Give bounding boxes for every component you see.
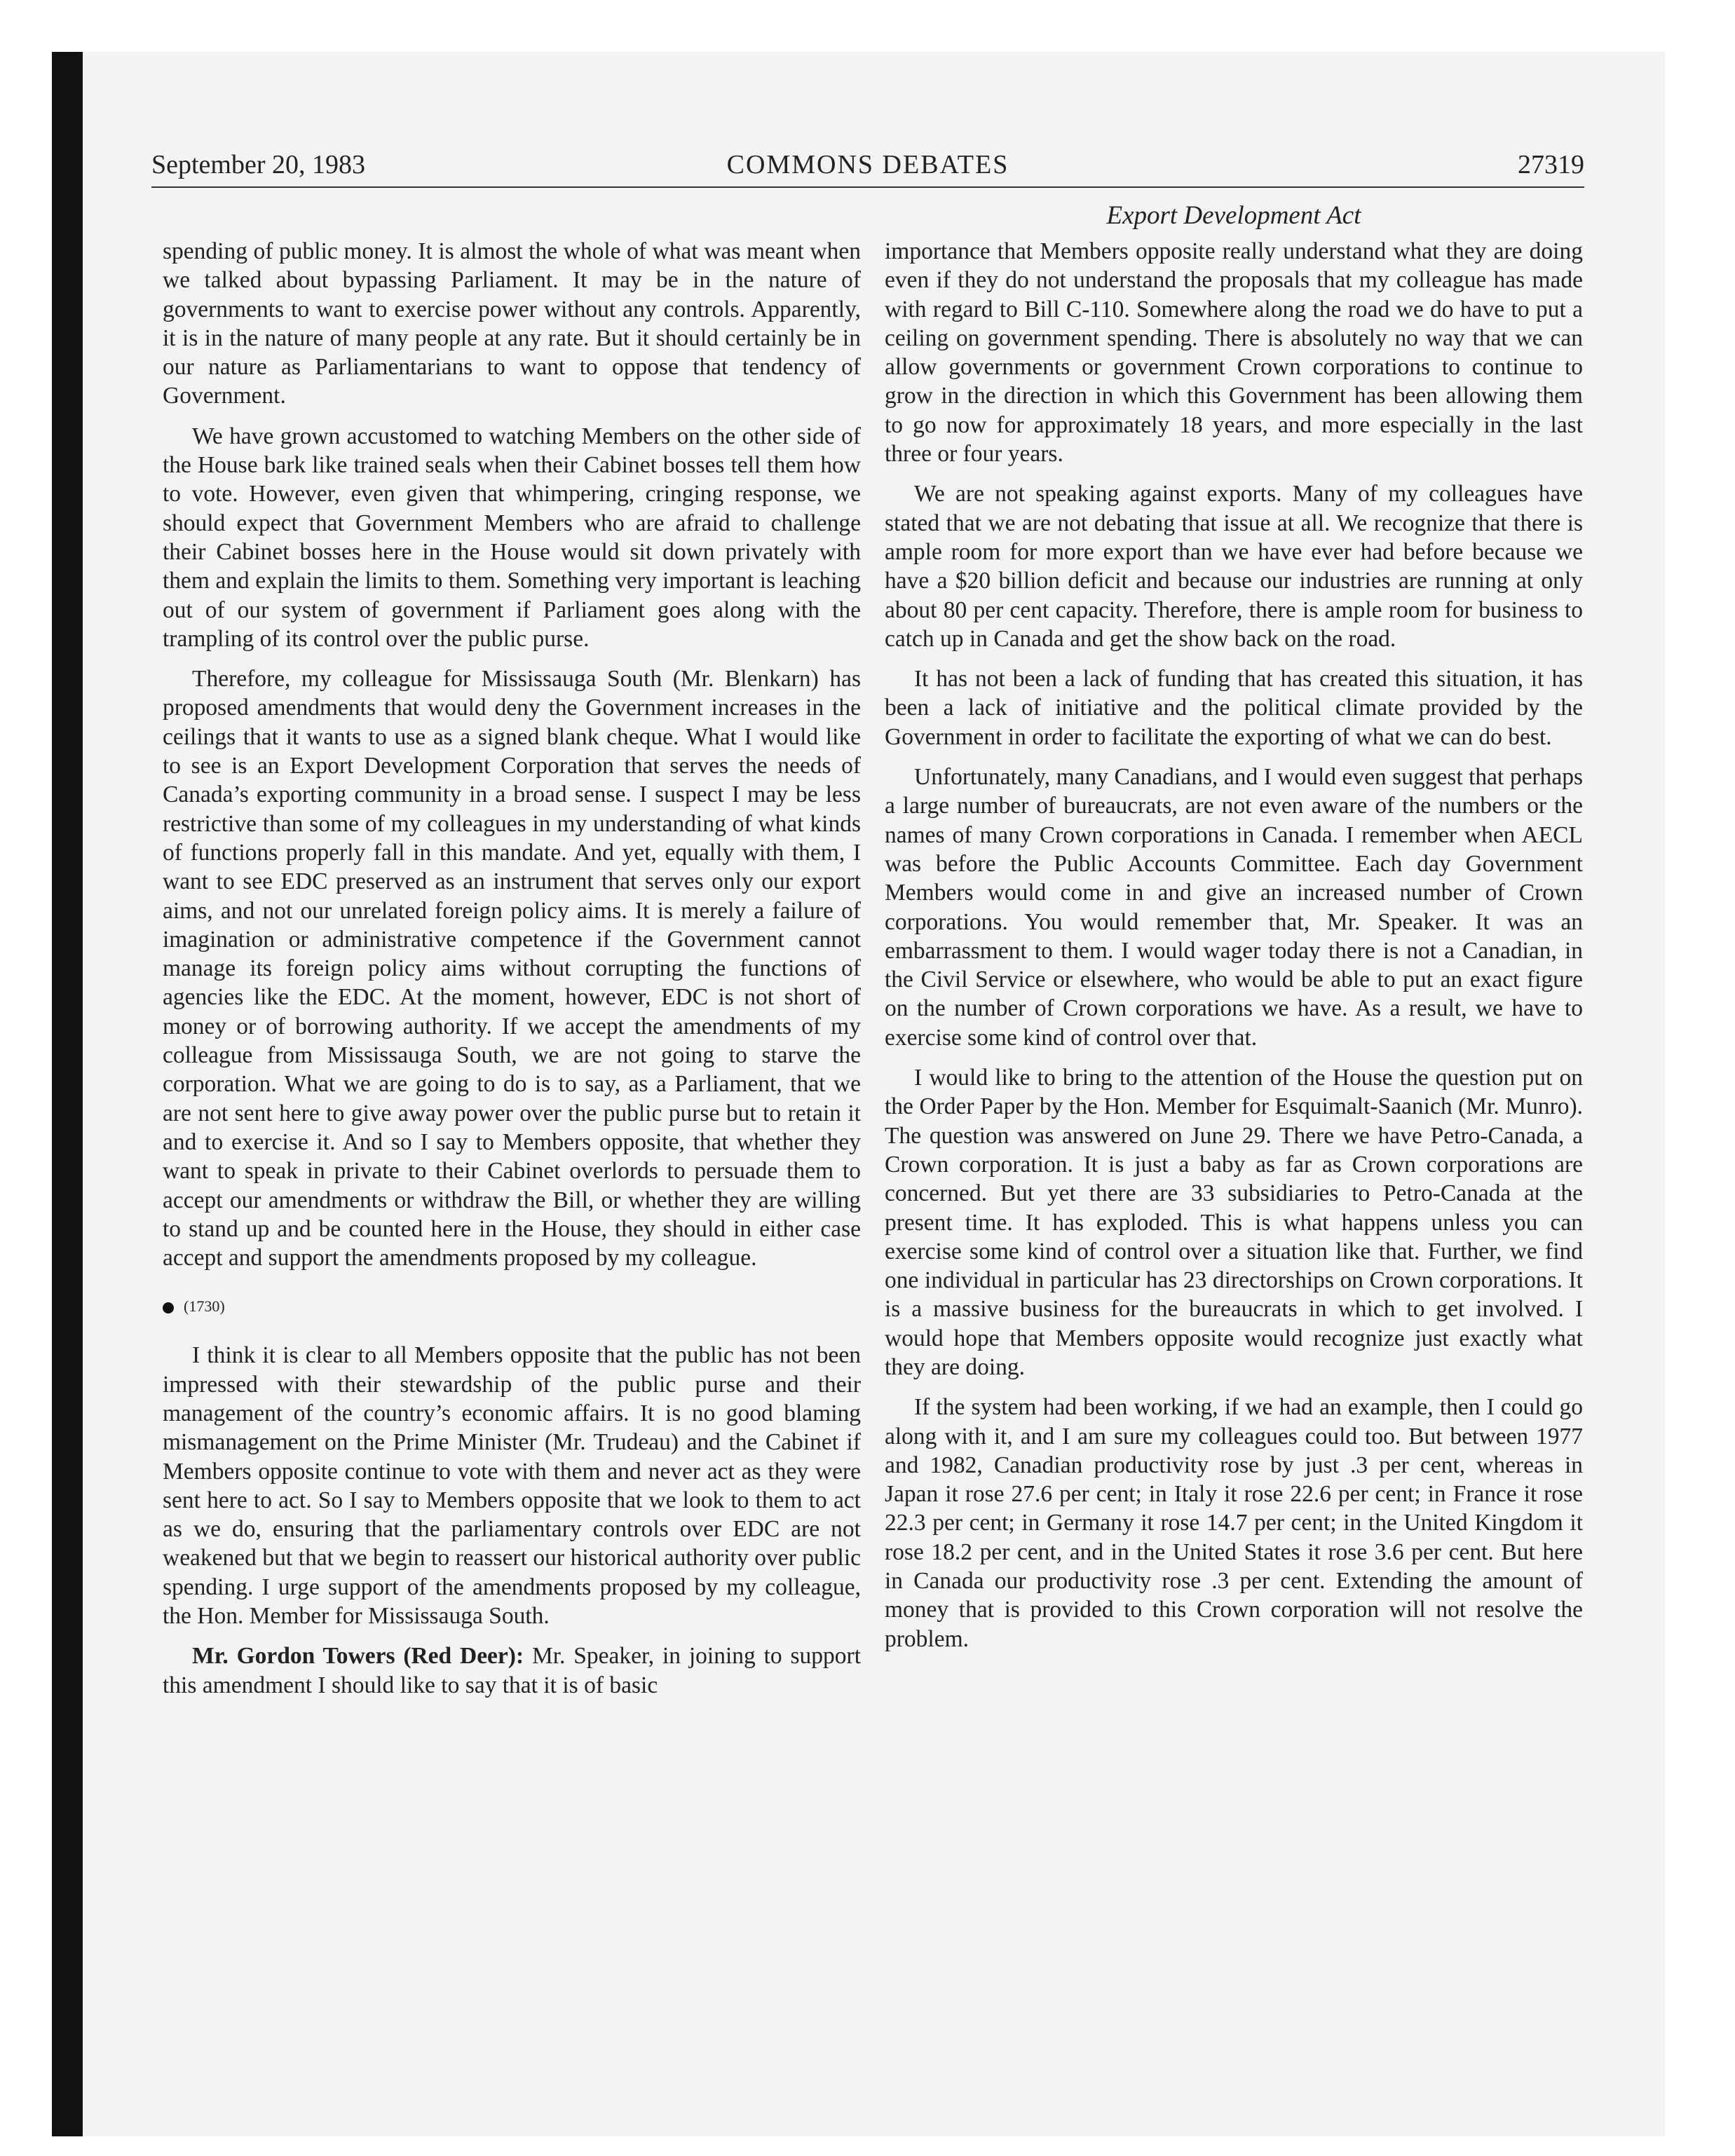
paragraph: spending of public money. It is almost the whole of what was meant when we talked about bypassing Parliament. It may be in the nature of governments to want to exercise power without any controls. Apparently, it is in the nature of many people at any rate. But it should certainly be in our nature as Parliamentarians to want to oppose that tendency of Government.: [163, 238, 861, 409]
paragraph: Unfortunately, many Canadians, and I would even suggest that perhaps a large number of bureaucrats, are not even aware of the numbers or the names of many Crown corporations in Canada. I remember when AECL was before the Public Accounts Committee. Each day Government Members would come in and give an increased number of Crown corporations. You would remember that, Mr. Speaker. It was an embarrassment to them. I would wager today there is not a Canadian, in the Civil Service or elsewhere, who would be able to put an exact figure on the number of Crown corporations we have. As a result, we have to exercise some kind of control over that.: [885, 764, 1583, 1051]
page-header: [151, 144, 1584, 186]
header-publication: COMMONS DEBATES: [726, 150, 1009, 179]
paragraph: I think it is clear to all Members opposite that the public has not been impressed with their stewardship of the public purse and their management of the country’s economic affairs. It is no good blaming mismanagement on the Prime Minister (Mr. Trudeau) and the Cabinet if Members opposite continue to vote with them and never act as they were sent here to act. So I say to Members opposite that we look to them to act as we do, ensuring that the parliamentary controls over EDC are not weakened but that we begin to reassert our historical authority over public spending. I urge support of the amendments proposed by my colleague, the Hon. Member for Mississauga South.: [163, 1342, 861, 1630]
paragraph: I would like to bring to the attention of the House the question put on the Order Paper by the Hon. Member for Esquimalt-Saanich (Mr. Munro). The question was answered on June 29. There we have Petro-Canada, a Crown corporation. It is just a baby as far as Crown corporations are concerned. But yet there are 33 subsidiaries to Petro-Canada at the present time. It has exploded. This is what happens unless you can exercise some kind of control over a situation like that. Further, we find one individual in particular has 23 directorships on Crown corporations. It is a massive business for the bureaucrats in which to get involved. I would hope that Members opposite would recognize just exactly what they are doing.: [885, 1065, 1583, 1380]
bullet-icon: [163, 1302, 174, 1314]
header-rule: [151, 186, 1584, 188]
speech-text: Mr. Speaker, in joining to support this amendment I should like to say that it is of basic: [163, 1643, 861, 1698]
scan-edge-bar: [52, 52, 83, 2136]
paragraph: Therefore, my colleague for Mississauga South (Mr. Blenkarn) has proposed amendments that would deny the Government increases in the ceilings that it wants to use as a signed blank cheque. What I would like to see is an Export Development Corporation that serves the needs of Canada’s exporting community in a broad sense. I suspect I may be less restrictive than some of my colleagues in my understanding of what kinds of functions properly fall in this mandate. And yet, equally with them, I want to see EDC preserved as an instrument that serves only our export aims, and not our unrelated foreign policy aims. It is merely a failure of imagination or administrative competence if the Government cannot manage its foreign policy aims without corrupting the functions of agencies like the EDC. At the moment, however, EDC is not short of money or of borrowing authority. If we accept the amendments of my colleague from Mississauga South, we are not going to starve the corporation. What we are going to do is to say, as a Parliament, that we are not sent here to give away power over the public purse but to retain it and to exercise it. And so I say to Members opposite, that whether they want to speak in private to their Cabinet overlords to persuade them to accept our amendments or withdraw the Bill, or whether they are willing to stand up and be counted here in the House, they should in either case accept and support the amendments proposed by my colleague.: [163, 666, 861, 1271]
paragraph: We are not speaking against exports. Many of my colleagues have stated that we are not debating that issue at all. We recognize that there is ample room for more export than we have ever had before because we have a $20 billion deficit and because our industries are running at only about 80 per cent capacity. Therefore, there is ample room for business to catch up in Canada and get the show back on the road.: [885, 481, 1583, 652]
speaker-name: Mr. Gordon Towers (Red Deer):: [192, 1643, 524, 1670]
header-page-number: 27319: [1518, 150, 1584, 179]
paragraph: It has not been a lack of funding that has created this situation, it has been a lack of initiative and the political climate provided by the Government in order to facilitate the exporting of what we can do best.: [885, 666, 1583, 750]
paragraph: [163, 1642, 861, 1700]
paragraph: If the system had been working, if we had an example, then I could go along with it, and I am sure my colleagues could too. But between 1977 and 1982, Canadian productivity rose by just .3 per cent, whereas in Japan it rose 27.6 per cent; in Italy it rose 22.6 per cent; in France it rose 22.3 per cent; in Germany it rose 14.7 per cent; in the United Kingdom it rose 18.2 per cent, and in the United States it rose 3.6 per cent. But here in Canada our productivity rose .3 per cent. Extending the amount of money that is provided to this Crown corporation will not resolve the problem.: [885, 1394, 1583, 1652]
running-title: Export Development Act: [1106, 201, 1361, 230]
header-date: September 20, 1983: [151, 150, 366, 179]
left-column: [163, 237, 861, 1711]
paragraph: We have grown accustomed to watching Members on the other side of the House bark like trained seals when their Cabinet bosses tell them how to vote. However, even given that whimpering, cringing response, we should expect that Government Members who are afraid to challenge their Cabinet bosses here in the House would sit down privately with them and explain the limits to them. Something very important is leaching out of our system of government if Parliament goes along with the trampling of its control over the public purse.: [163, 423, 861, 652]
right-column: [885, 237, 1583, 1665]
time-marker-label: (1730): [184, 1297, 225, 1316]
paragraph: importance that Members opposite really understand what they are doing even if they do not understand the proposals that my colleague has made with regard to Bill C-110. Somewhere along the road we do have to put a ceiling on government spending. There is absolutely no way that we can allow governments or government Crown corporations to continue to grow in the direction in which this Government has been allowing them to go now for approximately 18 years, and more especially in the last three or four years.: [885, 238, 1583, 468]
time-marker: [163, 1296, 861, 1317]
